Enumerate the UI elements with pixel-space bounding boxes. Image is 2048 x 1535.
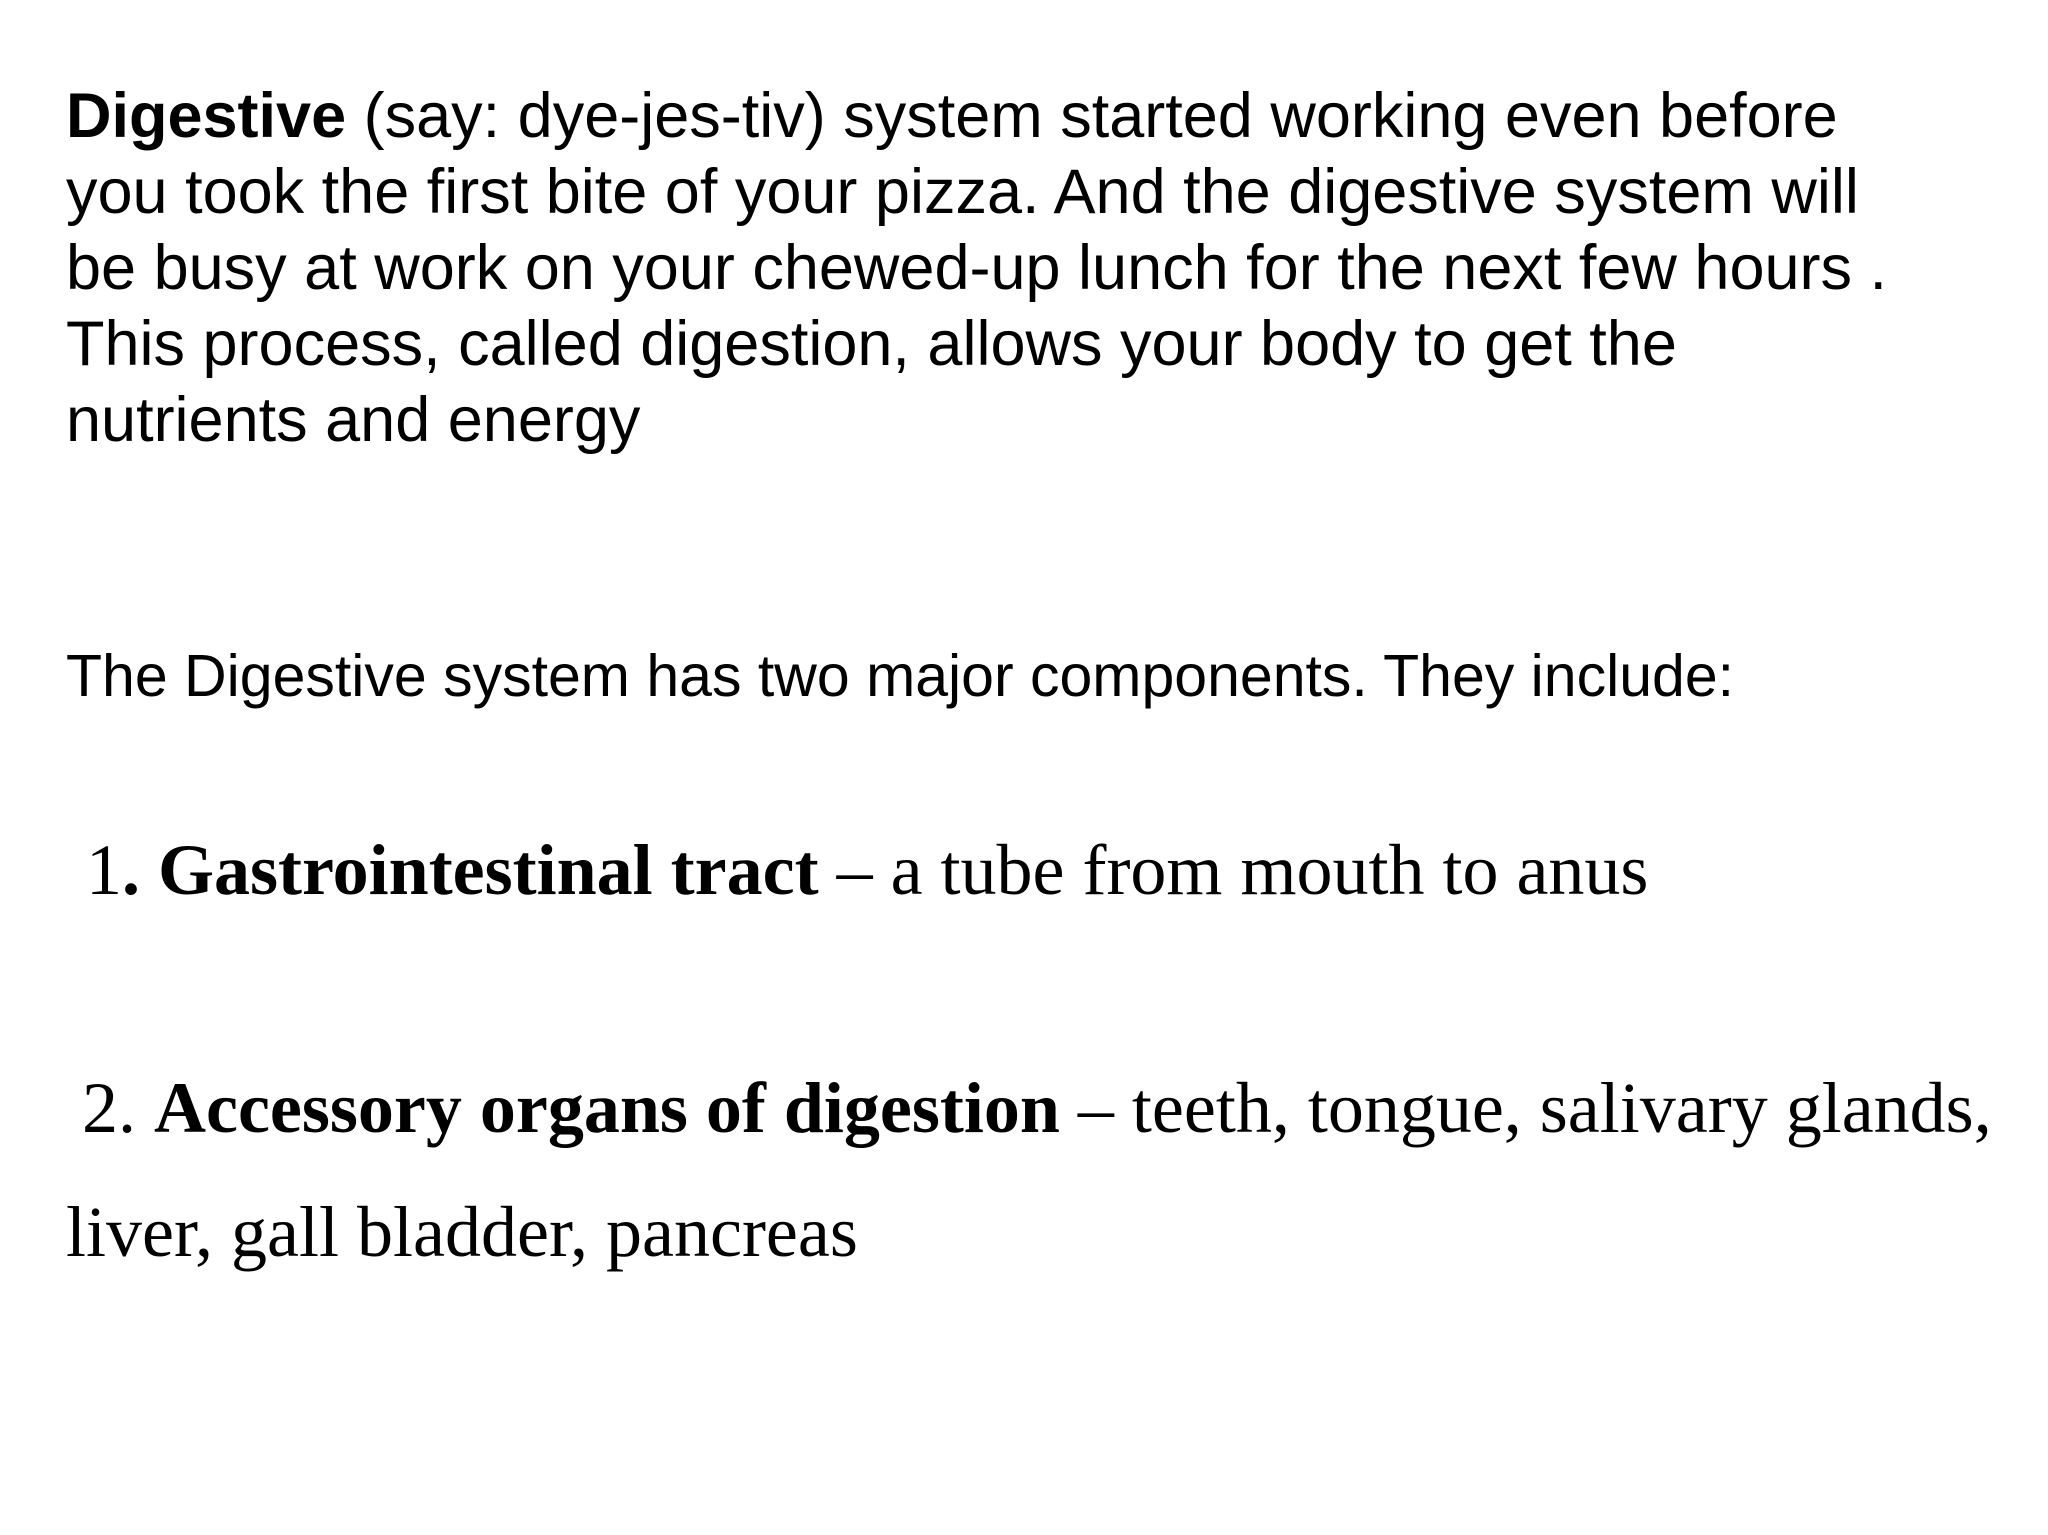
- component-item-2-description: – teeth, tongue, salivary glands, liver, gall bladder, pancreas: [66, 1068, 1992, 1272]
- component-item-1-term: . Gastrointestinal tract: [122, 830, 819, 910]
- intro-paragraph: [66, 78, 2026, 458]
- intro-term: Digestive: [66, 81, 347, 151]
- component-item-2: [66, 1046, 2026, 1294]
- components-lead-text: The Digestive system has two major components. They include:: [66, 643, 1735, 709]
- component-item-2-term: Accessory organs of digestion: [154, 1068, 1060, 1148]
- intro-text-rest: you took the first bite of your pizza. And the digestive system will be busy at work on your chewed-up lunch for the next few hours . This process, called digestion, allows your body to get the nutrients and energy: [66, 157, 1888, 455]
- component-item-1-number: 1: [86, 830, 122, 910]
- component-item-1: [86, 808, 1648, 932]
- intro-text-first-line: (say: dye-jes-tiv) system started working even before: [346, 81, 1838, 151]
- component-item-1-description: – a tube from mouth to anus: [818, 830, 1649, 910]
- component-item-2-number: 2.: [82, 1068, 154, 1148]
